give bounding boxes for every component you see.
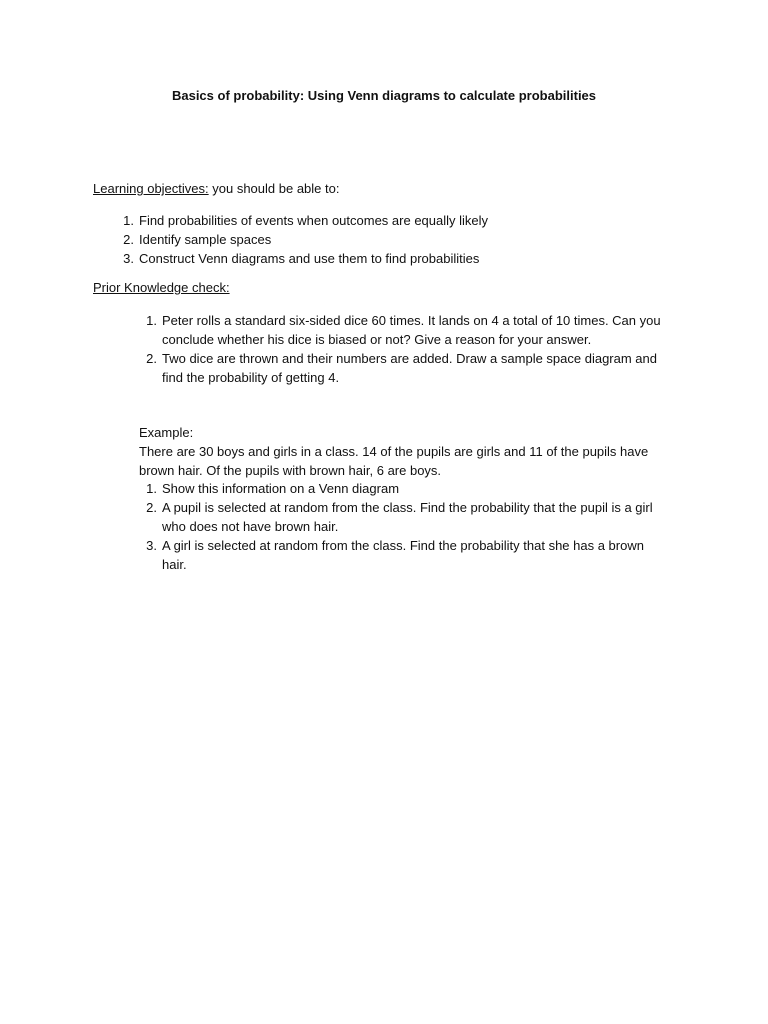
example-questions-list [146, 479, 662, 574]
document-title: Basics of probability: Using Venn diagrams to calculate probabilities [171, 88, 597, 103]
list-item-text: Find probabilities of events when outcomes are equally likely [139, 213, 489, 228]
list-number: 2. [146, 351, 157, 366]
list-item-text: Two dice are thrown and their numbers are added. Draw a sample space diagram and find the probability of getting 4. [162, 351, 657, 385]
list-item-text: Construct Venn diagrams and use them to find probabilities [139, 251, 480, 266]
list-item-text: A pupil is selected at random from the class. Find the probability that the pupil is a girl who does not have brown hair. [162, 500, 653, 534]
prior-knowledge-heading: Prior Knowledge check: [93, 280, 230, 295]
learning-objectives-line [93, 181, 339, 196]
list-number: 2. [146, 500, 157, 515]
list-number: 1. [146, 481, 157, 496]
example-block [139, 423, 664, 480]
list-item [146, 349, 662, 387]
list-item [123, 211, 699, 230]
list-number: 1. [123, 213, 134, 228]
list-item [146, 536, 662, 574]
list-number: 3. [123, 251, 134, 266]
example-text: There are 30 boys and girls in a class. 14 of the pupils are girls and 11 of the pupils have brown hair. Of the pupils with brown hair, 6 are boys. [139, 444, 649, 478]
list-item-text: A girl is selected at random from the class. Find the probability that she has a brown hair. [162, 538, 644, 572]
learning-objectives-heading: Learning objectives: [93, 181, 209, 196]
example-label: Example: [139, 425, 194, 440]
list-item [123, 230, 699, 249]
list-item [146, 479, 662, 498]
list-item [146, 311, 662, 349]
list-item-text: Show this information on a Venn diagram [162, 481, 400, 496]
list-item-text: Peter rolls a standard six-sided dice 60 times. It lands on 4 a total of 10 times. Can you conclude whether his dice is biased or not? Give a reason for your answer. [162, 313, 661, 347]
list-item [146, 498, 662, 536]
list-item [123, 249, 699, 268]
prior-knowledge-list [146, 311, 662, 387]
list-number: 1. [146, 313, 157, 328]
list-number: 2. [123, 232, 134, 247]
list-number: 3. [146, 538, 157, 553]
learning-objectives-list [123, 211, 699, 268]
list-item-text: Identify sample spaces [139, 232, 272, 247]
learning-objectives-intro: you should be able to: [208, 181, 340, 196]
